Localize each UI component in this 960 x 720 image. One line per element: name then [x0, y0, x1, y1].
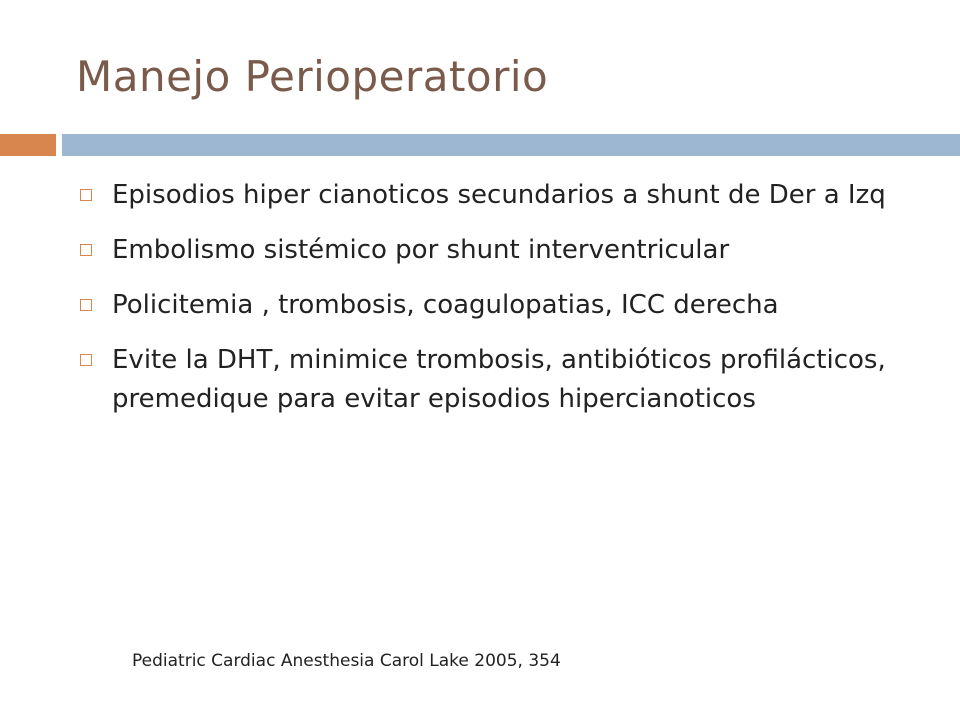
- bullet-text: Episodios hiper cianoticos secundarios a shunt de Der a Izq: [112, 180, 886, 210]
- square-bullet-icon: [80, 244, 92, 256]
- bullet-list: [76, 176, 896, 435]
- citation: Pediatric Cardiac Anesthesia Carol Lake 2005, 354: [132, 651, 561, 671]
- title-divider-bar: [62, 134, 960, 156]
- bullet-item: [76, 341, 896, 419]
- bullet-text: Policitemia , trombosis, coagulopatias, ICC derecha: [112, 290, 779, 320]
- slide-title: Manejo Perioperatorio: [76, 52, 549, 101]
- bullet-text: Embolismo sistémico por shunt interventricular: [112, 235, 730, 265]
- bullet-item: [76, 286, 896, 325]
- bullet-item: [76, 176, 896, 215]
- square-bullet-icon: [80, 299, 92, 311]
- square-bullet-icon: [80, 354, 92, 366]
- bullet-item: [76, 231, 896, 270]
- bullet-text: Evite la DHT, minimice trombosis, antibióticos profilácticos, premedique para evitar episodios hipercianoticos: [112, 345, 886, 414]
- square-bullet-icon: [80, 189, 92, 201]
- title-accent-bar: [0, 134, 56, 156]
